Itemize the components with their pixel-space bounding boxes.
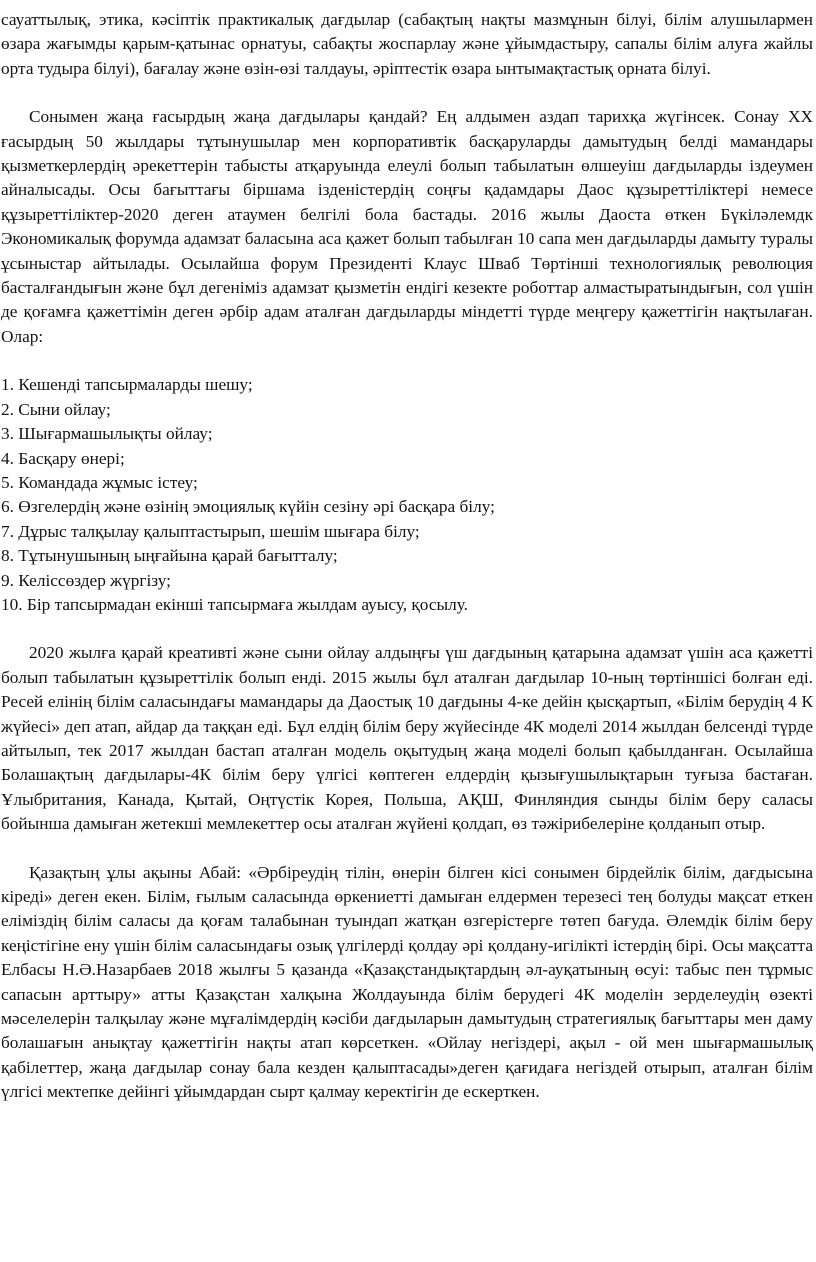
list-item: 4. Басқару өнері; — [1, 448, 125, 468]
list-item: 5. Командада жұмыс істеу; — [1, 472, 198, 492]
list-item: 8. Тұтынушының ыңғайына қарай бағытталу; — [1, 546, 338, 566]
list-item: 2. Сыни ойлау; — [1, 399, 111, 419]
paragraph-gap — [1, 81, 813, 105]
paragraph-gap — [1, 837, 813, 861]
skills-list — [1, 373, 813, 617]
paragraph-abai-quote: Қазақтың ұлы ақыны Абай: «Әрбіреудің тілін, өнерін білген кісі сонымен бірдейлік білім, дағдысына кіреді» деген екен. Білім, ғылым саласында өркениетті дамыған елдермен терезесі тең болуды мақсат еткен еліміздің білім саласы да қоғам талабынан туындап жатқан өзгерістерге төтеп бағуда. Әлемдік білім беру кеңістігіне ену үшін білім саласындағы озық үлгілерді қолдау әрі қолдану-игілікті істердің бірі. Осы мақсатта Елбасы Н.Ә.Назарбаев 2018 жылғы 5 қазанда «Қазақстандықтардың әл-ауқатының өсуі: табыс пен тұрмыс сапасын арттыру» атты Қазақстан халқына Жолдауында білім берудегі 4К моделін зерделеудің өзекті мәселелерін талқылау және мұғалімдердің кәсіби дағдыларын дамытудың стратегиялық бағыттары мен даму болашағын анықтау қажеттігін нақты атап көрсеткен. «Ойлау негіздері, ақыл - ой мен шығармашылық қабілеттер, жаңа дағдылар сонау бала кезден қалыптасады»деген қағидаға негіздей отырып, аталған білім үлгісі мектепке дейінгі ұйымдардан сырт қалмау керектігін де ескерткен. — [1, 862, 813, 1102]
paragraph-new-century-skills: Сонымен жаңа ғасырдың жаңа дағдылары қандай? Ең алдымен аздап тарихқа жүгінсек. Сонау XX ғасырдың 50 жылдары тұтынушылар мен корпоративтік басқаруларды дамытудың белді мамандары қызметкерлердің әрекеттерін табысты атқаруында елеулі болып табылатын өлшеуіш дағдыларды іздеумен айналысады. Осы бағыттағы біршама ізденістердің соңғы қадамдары Даос құзыреттіліктері немесе құзыреттіліктер-2020 деген атаумен белгілі бола бастады. 2016 жылы Даоста өткен Бүкіләлемдк Экономикалық форумда адамзат баласына аса қажет болып табылған 10 сапа мен дағдыларды дамыту туралы ұсыныстар айтылады. Осылайша форум Президенті Клаус Шваб Төртінші технологиялық революция басталғандығын және бұл дегеніміз адамзат қызметін ендігі кезекте роботтар алмастыратындығын, сол үшін де қоғамға қажеттімін деген әрбір адам аталған дағдыларды міндетті түрде меңгеру қажеттігін нақтылаған. Олар: — [1, 107, 813, 346]
list-item: 7. Дұрыс талқылау қалыптастырып, шешім шығара білу; — [1, 521, 420, 541]
list-item: 3. Шығармашылықты ойлау; — [1, 424, 213, 444]
paragraph-gap — [1, 349, 813, 373]
list-item: 10. Бір тапсырмадан екінші тапсырмаға жылдам ауысу, қосылу. — [1, 594, 468, 614]
list-item: 6. Өзгелердің және өзінің эмоциялық күйін сезіну әрі басқара білу; — [1, 497, 495, 517]
list-item: 1. Кешенді тапсырмаларды шешу; — [1, 375, 253, 395]
list-item: 9. Келіссөздер жүргізу; — [1, 570, 171, 590]
paragraph-4k-model: 2020 жылға қарай креативті және сыни ойлау алдыңғы үш дағдының қатарына адамзат үшін аса қажетті болып табылатын құзыреттілік болып енді. 2015 жылы бұл аталған дағдылар 10-ның төртіншісі болған еді. Ресей елінің білім саласындағы мамандары да Даостық 10 дағдыны 4-ке дейін қысқартып, «Білім берудің 4 К жүйесі» деп атап, айдар да таққан еді. Бұл елдің білім беру жүйесінде 4К моделі 2014 жылдан белсенді түрде айтылып, тек 2017 жылдан бастап аталған модель оқытудың жаңа моделі болып қабылданған. Осылайша Болашақтың дағдылары-4К білім беру үлгісі көптеген елдердің қызығушылықтарын туғыза бастаған. Ұлыбритания, Канада, Қытай, Оңтүстік Корея, Польша, АҚШ, Финляндия сынды білім беру саласы бойынша дамыған жетекші мемлекеттер осы аталған жүйені қолдап, өз тәжірибелеріне қолданып отыр. — [1, 643, 813, 834]
paragraph-intro: сауаттылық, этика, кәсіптік практикалық дағдылар (сабақтың нақты мазмұнын білуі, білім алушылармен өзара жағымды қарым-қатынас орнатуы, сабақты жоспарлау және ұйымдастыру, сапалы білім алуға жайлы орта тудыра білуі), бағалау және өзін-өзі талдауы, әріптестік өзара ынтымақтастық орната білуі. — [1, 10, 813, 78]
paragraph-gap — [1, 617, 813, 641]
